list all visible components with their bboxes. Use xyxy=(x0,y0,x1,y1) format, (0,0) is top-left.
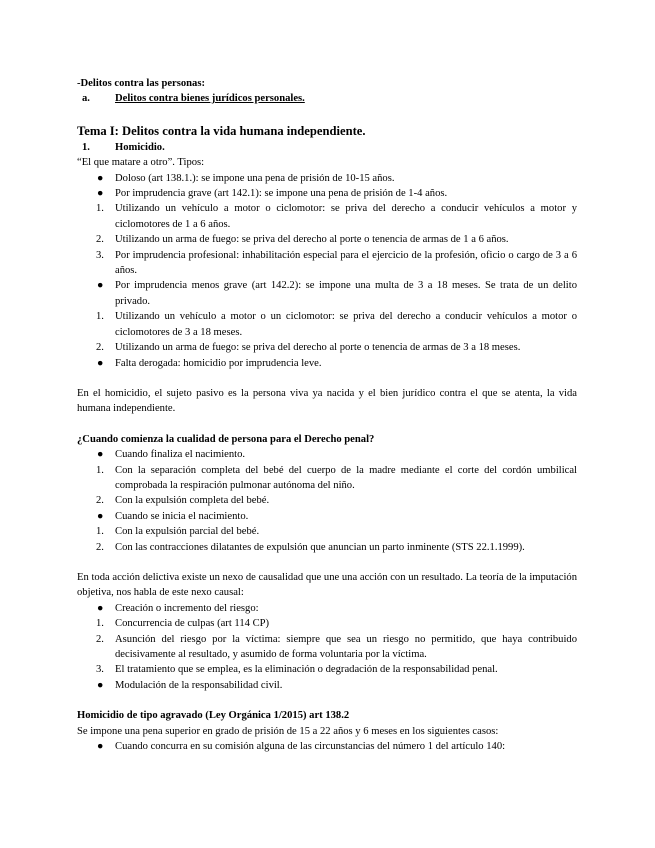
subsection-heading xyxy=(77,91,577,106)
list-item xyxy=(77,463,577,494)
number-marker: 2. xyxy=(96,495,104,507)
list-item xyxy=(77,739,577,754)
list-item xyxy=(77,616,577,631)
list-item-text: Con la expulsión completa del bebé. xyxy=(115,495,270,507)
list-item-text: Concurrencia de culpas (art 114 CP) xyxy=(115,618,270,630)
agravado-list xyxy=(77,739,577,754)
list-item-text: Por imprudencia menos grave (art 142.2): se impone una multa de 3 a 18 meses. Se trata de un delito privado. xyxy=(115,280,577,307)
list-item-text: Cuando concurra en su comisión alguna de las circunstancias del número 1 del artículo 140: xyxy=(115,741,506,753)
number-marker: 2. xyxy=(96,633,104,645)
homicidio-heading xyxy=(77,140,577,155)
list-item-text: Por imprudencia grave (art 142.1): se impone una pena de prisión de 1-4 años. xyxy=(115,188,448,200)
section-title: -Delitos contra las personas: xyxy=(77,78,205,89)
number-marker: 3. xyxy=(96,249,104,261)
list-item xyxy=(77,524,577,539)
subsection-marker: a. xyxy=(82,93,90,105)
tema-title: Tema I: Delitos contra la vida humana independiente. xyxy=(77,123,366,138)
list-item-text: Modulación de la responsabilidad civil. xyxy=(115,679,283,691)
number-marker: 2. xyxy=(96,342,104,354)
document-body xyxy=(77,76,577,754)
list-item-text: El tratamiento que se emplea, es la eliminación o degradación de la responsabilidad penal. xyxy=(115,664,498,676)
bullet-marker: ● xyxy=(97,741,104,753)
bullet-marker: ● xyxy=(97,679,104,691)
list-item xyxy=(77,662,577,677)
list-item-text: Utilizando un vehículo a motor o ciclomotor: se priva del derecho a conducir vehículos a motor y ciclomotores de 1 a 6 años. xyxy=(115,203,577,230)
list-item-text: Utilizando un arma de fuego: se priva del derecho al porte o tenencia de armas de 1 a 6 años. xyxy=(115,234,509,246)
list-item xyxy=(77,309,577,340)
homicidio-intro: “El que matare a otro”. Tipos: xyxy=(77,157,205,169)
list-item-text: Doloso (art 138.1.): se impone una pena de prisión de 10-15 años. xyxy=(115,172,395,184)
paragraph-agravado: Se impone una pena superior en grado de prisión de 15 a 22 años y 6 meses en los siguientes casos: xyxy=(77,725,499,737)
list-item xyxy=(77,186,577,201)
list-item xyxy=(77,540,577,555)
list-item xyxy=(77,356,577,371)
list-item-text: Cuando se inicia el nacimiento. xyxy=(115,510,249,522)
bullet-marker: ● xyxy=(97,449,104,461)
agravado-heading: Homicidio de tipo agravado (Ley Orgánica 1/2015) art 138.2 xyxy=(77,710,350,722)
bullet-marker: ● xyxy=(97,188,104,200)
list-item-text: Asunción del riesgo por la víctima: siempre que sea un riesgo no permitido, que haya contribuido decisivamente al resultado, y asumido de forma voluntaria por la víctima. xyxy=(115,633,577,660)
list-item-text: Utilizando un arma de fuego: se priva del derecho al porte o tenencia de armas de 3 a 18 meses. xyxy=(115,342,521,354)
bullet-marker: ● xyxy=(97,510,104,522)
number-marker: 2. xyxy=(96,234,104,246)
list-item-text: Con la expulsión parcial del bebé. xyxy=(115,526,260,538)
list-item xyxy=(77,340,577,355)
list-item xyxy=(77,447,577,462)
homicidio-title: Homicidio. xyxy=(115,141,165,153)
imputacion-list xyxy=(77,601,577,693)
number-marker: 1. xyxy=(96,203,104,215)
list-item xyxy=(77,509,577,524)
list-item xyxy=(77,632,577,663)
homicidio-marker: 1. xyxy=(82,141,90,153)
number-marker: 2. xyxy=(96,541,104,553)
list-item-text: Con la separación completa del bebé del cuerpo de la madre mediante el corte del cordón umbilical comprobada la respiración pulmonar autónoma del niño. xyxy=(115,464,577,491)
list-item-text: Por imprudencia profesional: inhabilitación especial para el ejercicio de la profesión, oficio o cargo de 3 a 6 años. xyxy=(115,249,577,277)
persona-list xyxy=(77,447,577,555)
paragraph-nexo-causal: En toda acción delictiva existe un nexo de causalidad que une una acción con un resultado. La teoría de la imputación objetiva, nos habla de este nexo causal: xyxy=(77,571,577,599)
subsection-title: Delitos contra bienes jurídicos personales. xyxy=(115,93,305,105)
bullet-marker: ● xyxy=(97,172,104,184)
bullet-marker: ● xyxy=(97,280,104,292)
number-marker: 1. xyxy=(96,464,104,476)
number-marker: 1. xyxy=(96,618,104,630)
tipos-list xyxy=(77,171,577,371)
bullet-marker: ● xyxy=(97,357,104,369)
list-item-text: Falta derogada: homicidio por imprudencia leve. xyxy=(115,357,322,369)
list-item xyxy=(77,678,577,693)
list-item xyxy=(77,601,577,616)
list-item-text: Creación o incremento del riesgo: xyxy=(115,602,259,614)
list-item xyxy=(77,248,577,279)
paragraph-sujeto-pasivo: En el homicidio, el sujeto pasivo es la persona viva ya nacida y el bien jurídico contra el que se atenta, la vida humana independiente. xyxy=(77,387,577,415)
list-item xyxy=(77,171,577,186)
number-marker: 1. xyxy=(96,311,104,323)
list-item xyxy=(77,493,577,508)
number-marker: 3. xyxy=(96,664,104,676)
list-item xyxy=(77,201,577,232)
list-item-text: Con las contracciones dilatantes de expulsión que anuncian un parto inminente (STS 22.1.1999). xyxy=(115,541,525,553)
list-item-text: Cuando finaliza el nacimiento. xyxy=(115,449,246,461)
list-item-text: Utilizando un vehículo a motor o un ciclomotor: se priva del derecho a conducir vehículos a motor o ciclomotores de 3 a 18 meses. xyxy=(115,311,577,338)
number-marker: 1. xyxy=(96,526,104,538)
question-heading: ¿Cuando comienza la cualidad de persona para el Derecho penal? xyxy=(77,433,375,445)
list-item xyxy=(77,278,577,309)
bullet-marker: ● xyxy=(97,602,104,614)
list-item xyxy=(77,232,577,247)
